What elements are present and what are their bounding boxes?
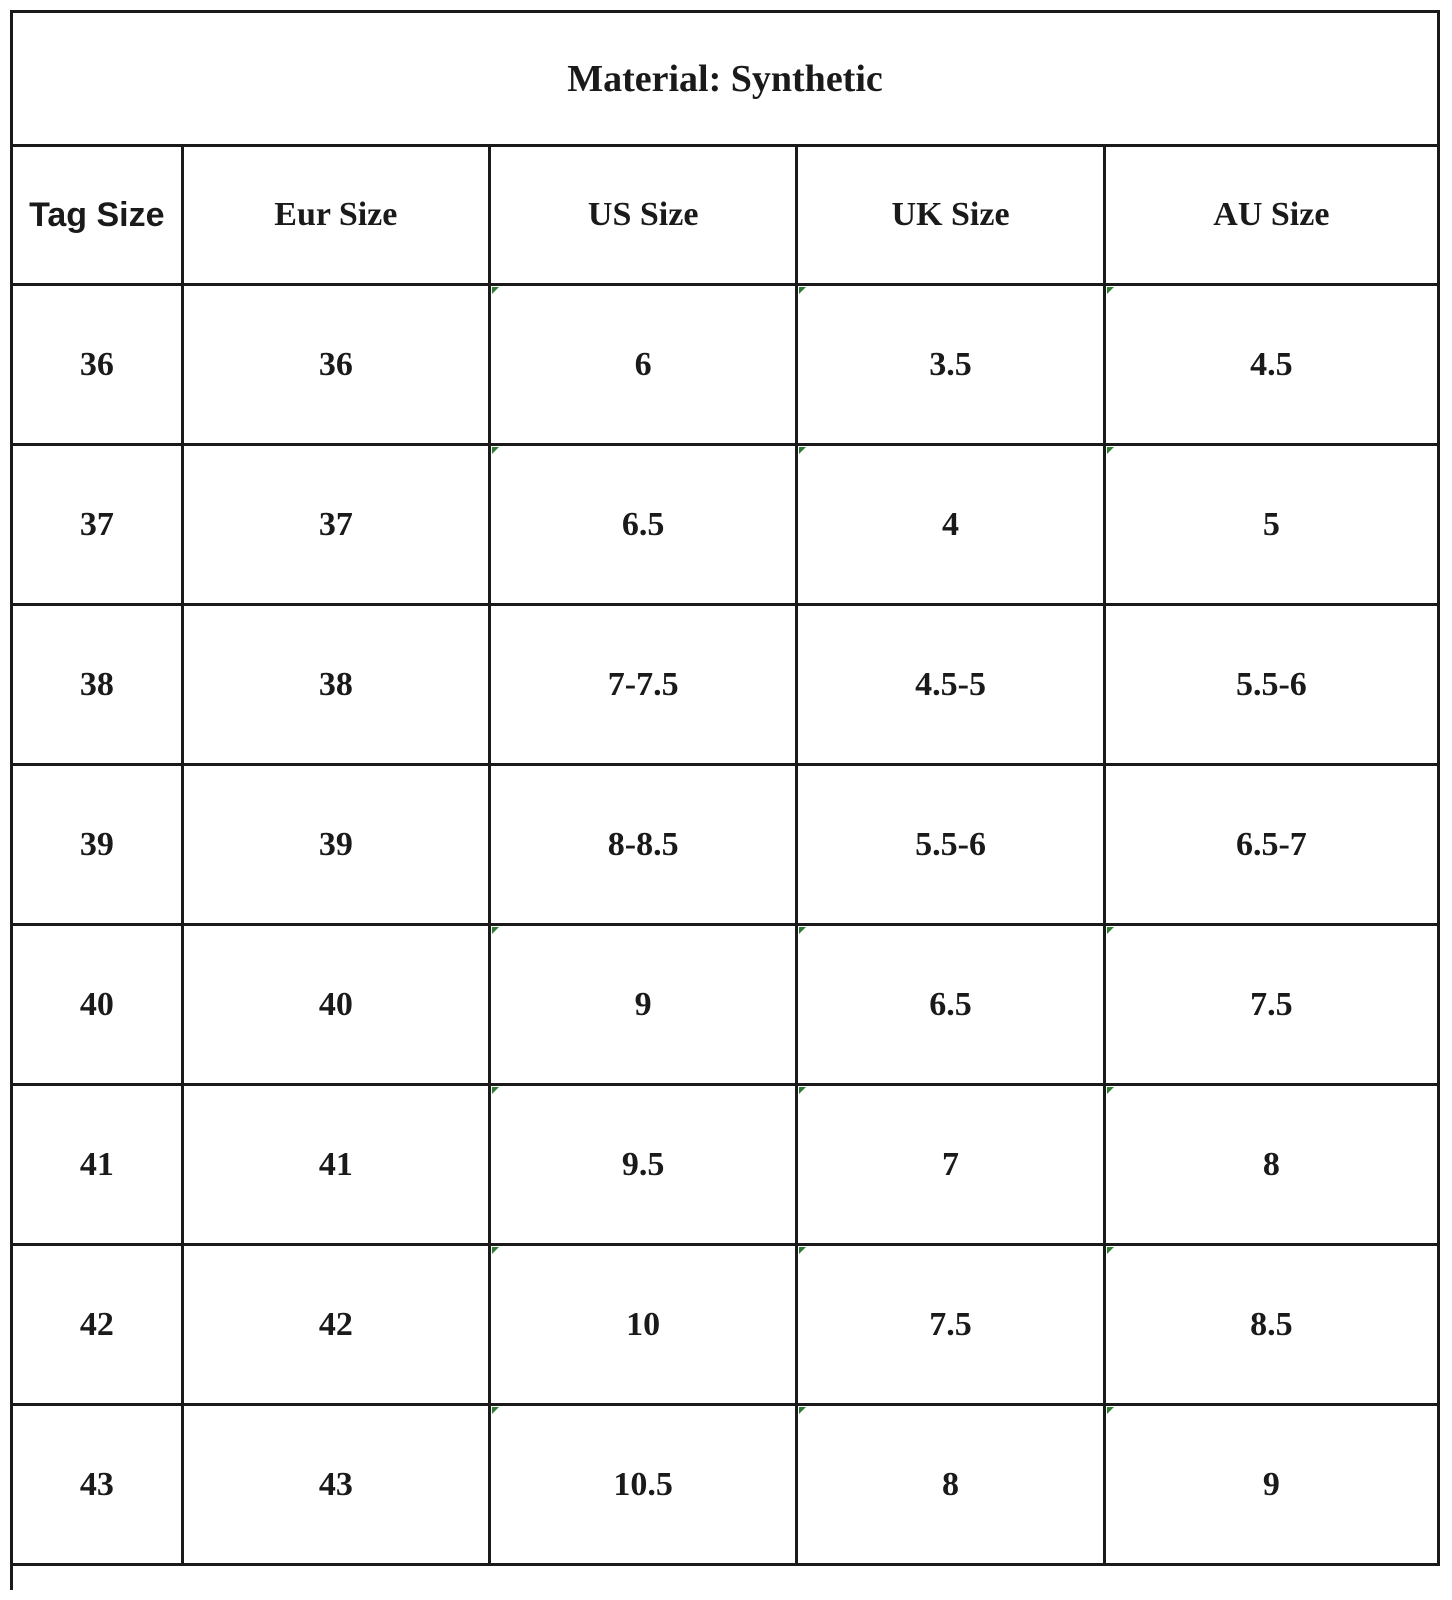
cell-uk-size: 7 [798, 1086, 1105, 1246]
cell-au-size: 8.5 [1106, 1246, 1440, 1406]
cell-tag-size: 37 [13, 446, 184, 606]
cell-au-size: 6.5-7 [1106, 766, 1440, 926]
table-row [13, 1086, 1440, 1246]
table-row [13, 926, 1440, 1086]
cell-eur-size: 36 [184, 286, 491, 446]
cell-au-size: 5.5-6 [1106, 606, 1440, 766]
cell-uk-size: 3.5 [798, 286, 1105, 446]
cell-tag-size: 41 [13, 1086, 184, 1246]
cell-au-size: 8 [1106, 1086, 1440, 1246]
table-row [13, 1246, 1440, 1406]
cell-eur-size: 42 [184, 1246, 491, 1406]
cell-tag-size: 42 [13, 1246, 184, 1406]
cell-us-size: 10.5 [491, 1406, 798, 1566]
table-row [13, 766, 1440, 926]
cell-uk-size: 7.5 [798, 1246, 1105, 1406]
table-title-row [13, 13, 1440, 147]
cell-uk-size: 4 [798, 446, 1105, 606]
cell-au-size: 5 [1106, 446, 1440, 606]
cell-tag-size: 43 [13, 1406, 184, 1566]
cell-tag-size: 40 [13, 926, 184, 1086]
cell-au-size: 9 [1106, 1406, 1440, 1566]
cell-uk-size: 8 [798, 1406, 1105, 1566]
cell-us-size: 9.5 [491, 1086, 798, 1246]
cell-au-size: 4.5 [1106, 286, 1440, 446]
cell-eur-size: 41 [184, 1086, 491, 1246]
cell-us-size: 9 [491, 926, 798, 1086]
cell-eur-size: 37 [184, 446, 491, 606]
cell-uk-size: 4.5-5 [798, 606, 1105, 766]
cell-tag-size: 36 [13, 286, 184, 446]
table-row [13, 286, 1440, 446]
header-us-size: US Size [491, 147, 798, 286]
cell-uk-size: 5.5-6 [798, 766, 1105, 926]
cell-eur-size: 39 [184, 766, 491, 926]
table-row [13, 606, 1440, 766]
table-title: Material: Synthetic [567, 57, 883, 100]
cell-eur-size: 40 [184, 926, 491, 1086]
cell-tag-size: 39 [13, 766, 184, 926]
cell-eur-size: 38 [184, 606, 491, 766]
header-tag-size: Tag Size [13, 147, 184, 286]
header-row [13, 147, 1440, 286]
header-au-size: AU Size [1106, 147, 1440, 286]
table-row [13, 446, 1440, 606]
cell-us-size: 10 [491, 1246, 798, 1406]
header-eur-size: Eur Size [184, 147, 491, 286]
size-chart-table [10, 10, 1440, 1590]
cell-au-size: 7.5 [1106, 926, 1440, 1086]
cell-uk-size: 6.5 [798, 926, 1105, 1086]
cell-us-size: 6.5 [491, 446, 798, 606]
cell-eur-size: 43 [184, 1406, 491, 1566]
header-uk-size: UK Size [798, 147, 1105, 286]
cell-us-size: 7-7.5 [491, 606, 798, 766]
cell-us-size: 8-8.5 [491, 766, 798, 926]
cell-us-size: 6 [491, 286, 798, 446]
table-row [13, 1406, 1440, 1566]
cell-tag-size: 38 [13, 606, 184, 766]
